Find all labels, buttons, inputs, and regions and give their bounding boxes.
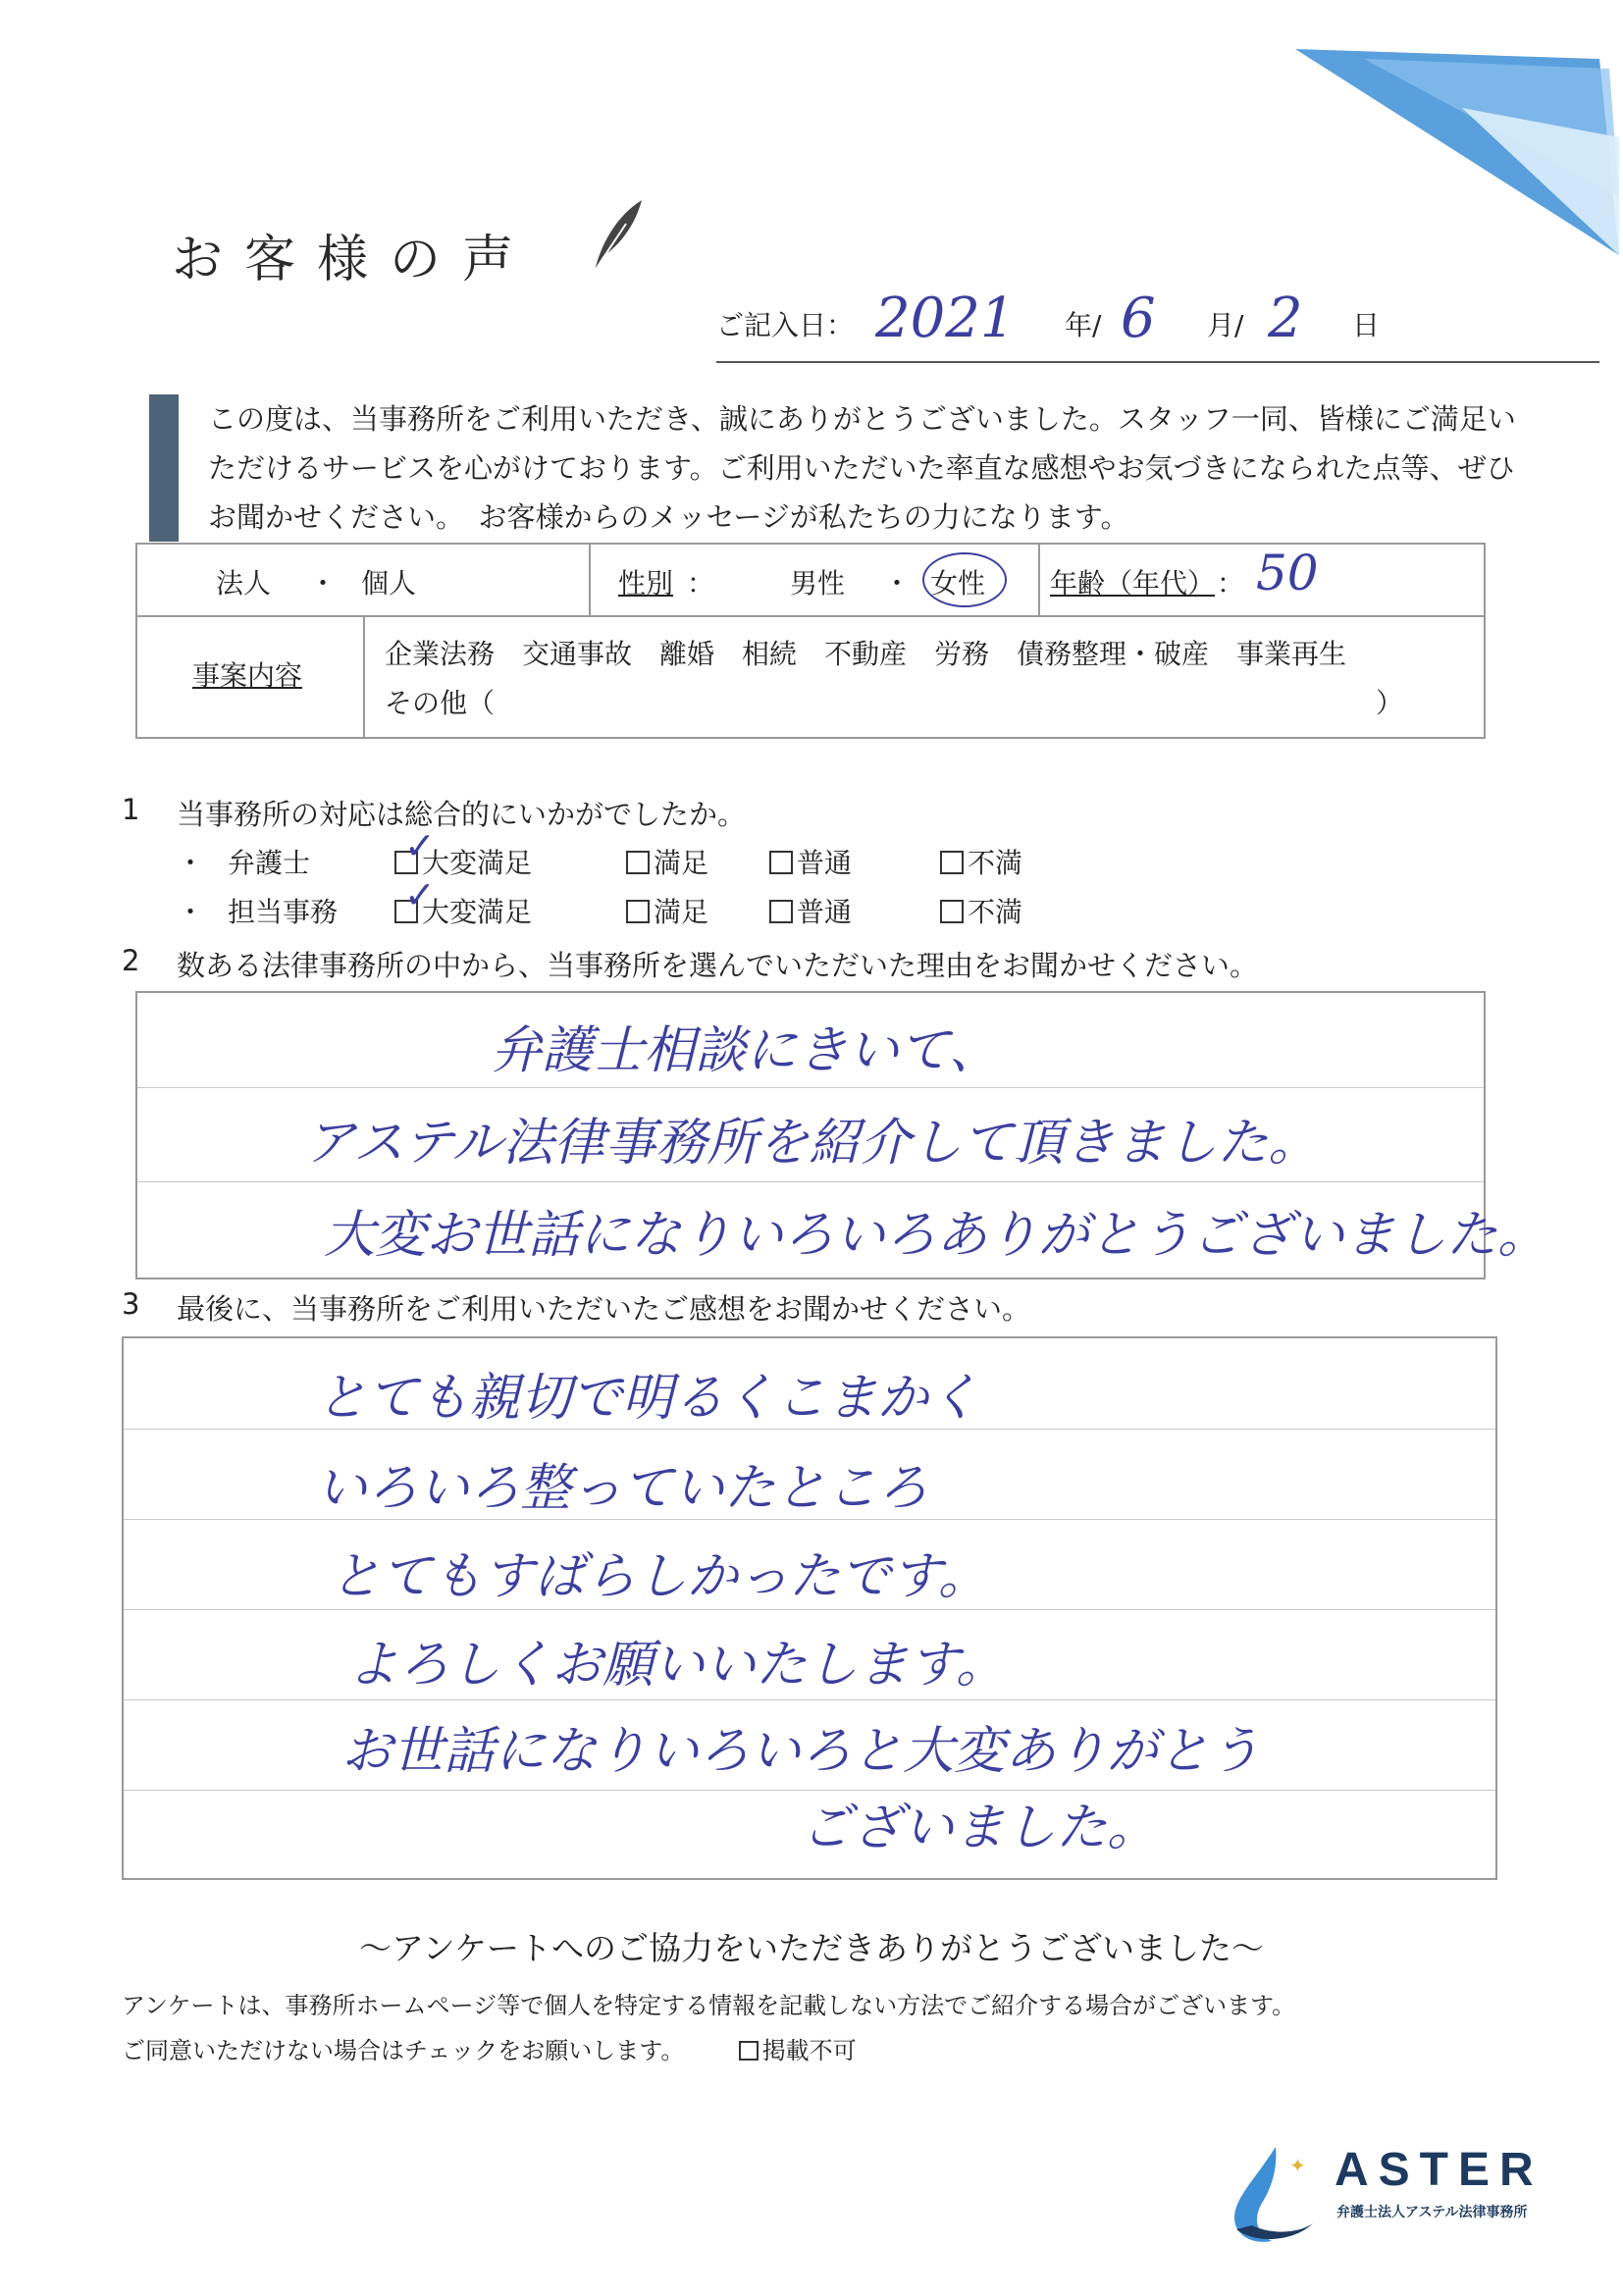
date-label: ご記入日： xyxy=(716,309,855,341)
type-separator: ・ xyxy=(309,567,338,600)
case-other-close: ） xyxy=(1376,687,1404,719)
logo-subtitle: 弁護士法人アステル法律事務所 xyxy=(1336,2205,1528,2220)
checkbox[interactable] xyxy=(769,851,793,874)
q1-row-label: 担当事務 xyxy=(228,896,339,928)
corner-decoration xyxy=(1285,0,1623,265)
svg-text:✦: ✦ xyxy=(1289,2154,1306,2177)
q1-row-staff xyxy=(177,873,1452,934)
checkbox[interactable] xyxy=(626,900,650,923)
intro-text: この度は、当事務所をご利用いただき、誠にありがとうございました。スタッフ一同、皆様にご満足いただけるサービスを心がけております。ご利用いただいた率直な感想やお気づきになられた点等、ぜひお聞かせください。 お客様からのメッセージが私たちの力になります。 xyxy=(208,402,1516,534)
ruled-line xyxy=(124,1699,1495,1700)
age-colon: ： xyxy=(1217,567,1245,600)
q2-answer-line: 弁護士相談にきいて、 xyxy=(491,1021,1000,1080)
female-circle-mark xyxy=(922,552,1007,607)
date-month-unit: 月/ xyxy=(1207,309,1244,341)
gender-female: 女性 xyxy=(930,567,986,600)
q3-answer-line: ございました。 xyxy=(801,1799,1159,1857)
q2-text: 数ある法律事務所の中から、当事務所を選んでいただいた理由をお聞かせください。 xyxy=(177,949,1259,982)
checkbox[interactable] xyxy=(940,900,964,923)
feather-icon xyxy=(587,196,646,275)
q1-option-very-satisfied[interactable]: 大変満足 xyxy=(394,842,532,881)
q1-option-dissatisfied[interactable]: 不満 xyxy=(940,891,1022,930)
consent-note xyxy=(122,2031,857,2065)
ruled-line xyxy=(124,1609,1495,1610)
checkbox[interactable] xyxy=(626,851,650,874)
check-mark: ✓ xyxy=(404,873,436,916)
q3-answer-line: とてもすばらしかったです。 xyxy=(330,1547,989,1606)
ruled-line xyxy=(137,1181,1484,1182)
q3-answer-line: よろしくお願いいたします。 xyxy=(347,1636,1007,1695)
date-day: 2 xyxy=(1268,287,1303,350)
q1-number: 1 xyxy=(122,793,140,826)
intro-accent-bar xyxy=(149,394,179,542)
date-day-unit: 日 xyxy=(1352,309,1381,341)
gender-male: 男性 xyxy=(790,567,846,600)
q2-answer-box[interactable] xyxy=(135,991,1549,1279)
info-table xyxy=(135,543,1486,739)
check-mark: ✓ xyxy=(404,824,436,867)
q1-option-normal[interactable]: 普通 xyxy=(769,891,852,930)
logo-name: ASTER xyxy=(1335,2144,1544,2196)
q2-number: 2 xyxy=(122,944,140,977)
type-corp: 法人 xyxy=(216,567,272,600)
gender-separator: ・ xyxy=(883,567,912,600)
q3-answer-line: とても親切で明るくこまかく xyxy=(316,1369,980,1428)
date-month: 6 xyxy=(1121,287,1156,350)
q1-row-label: 弁護士 xyxy=(228,847,311,879)
thanks-message: ～アンケートへのご協力をいただきありがとうございました～ xyxy=(358,1929,1265,1967)
q3-number: 3 xyxy=(122,1287,140,1321)
case-types: 企業法務 交通事故 離婚 相続 不動産 労務 債務整理・破産 事業再生 xyxy=(385,638,1347,670)
q3-text: 最後に、当事務所をご利用いただいたご感想をお聞かせください。 xyxy=(177,1292,1031,1326)
checkbox[interactable] xyxy=(769,900,793,923)
type-individual: 個人 xyxy=(361,567,417,600)
q3-answer-line: いろいろ整っていたところ xyxy=(316,1459,929,1518)
age-value: 50 xyxy=(1256,545,1319,601)
date-year-unit: 年/ xyxy=(1065,309,1102,341)
divider xyxy=(1038,545,1040,615)
q1-bullet: ・ xyxy=(177,896,205,928)
divider xyxy=(589,545,591,615)
q3-answer-box[interactable] xyxy=(122,1336,1497,1880)
q1-option-satisfied[interactable]: 満足 xyxy=(626,842,708,881)
no-publish-option[interactable]: 掲載不可 xyxy=(739,2037,857,2064)
q1-bullet: ・ xyxy=(177,847,205,879)
divider xyxy=(363,615,365,737)
q2-answer-line: 大変お世話になりいろいろありがとうございました。 xyxy=(324,1206,1549,1265)
date-row xyxy=(716,287,1599,363)
consent-note-text: ご同意いただけない場合はチェックをお願いします。 xyxy=(122,2037,685,2064)
gender-label: 性別 xyxy=(618,567,674,600)
checkbox[interactable] xyxy=(940,851,964,874)
date-year: 2021 xyxy=(875,287,1016,350)
gender-colon: ： xyxy=(687,567,715,600)
info-row-1 xyxy=(137,545,1484,617)
case-label: 事案内容 xyxy=(192,659,303,692)
page-title: お客様の声 xyxy=(172,231,536,289)
q1-option-normal[interactable]: 普通 xyxy=(769,842,852,881)
q1-option-dissatisfied[interactable]: 不満 xyxy=(940,842,1022,881)
q2-answer-line: アステル法律事務所を紹介して頂きました。 xyxy=(304,1114,1320,1173)
aster-drop-icon xyxy=(1217,2139,1325,2247)
case-other: その他（ xyxy=(385,687,496,719)
q1-option-very-satisfied[interactable]: 大変満足 xyxy=(394,891,532,930)
q3-answer-line: お世話になりいろいろと大変ありがとう xyxy=(341,1722,1261,1781)
aster-logo xyxy=(1217,2139,1609,2247)
q1-option-satisfied[interactable]: 満足 xyxy=(626,891,708,930)
q1-text: 当事務所の対応は総合的にいかがでしたか。 xyxy=(177,798,747,831)
q1-row-lawyer xyxy=(177,824,1452,885)
publish-note: アンケートは、事務所ホームページ等で個人を特定する情報を記載しない方法でご紹介する場合がございます。 xyxy=(122,1992,1296,2019)
age-label: 年齢（年代） xyxy=(1050,567,1216,600)
checkbox[interactable] xyxy=(739,2041,759,2061)
ruled-line xyxy=(137,1087,1484,1088)
